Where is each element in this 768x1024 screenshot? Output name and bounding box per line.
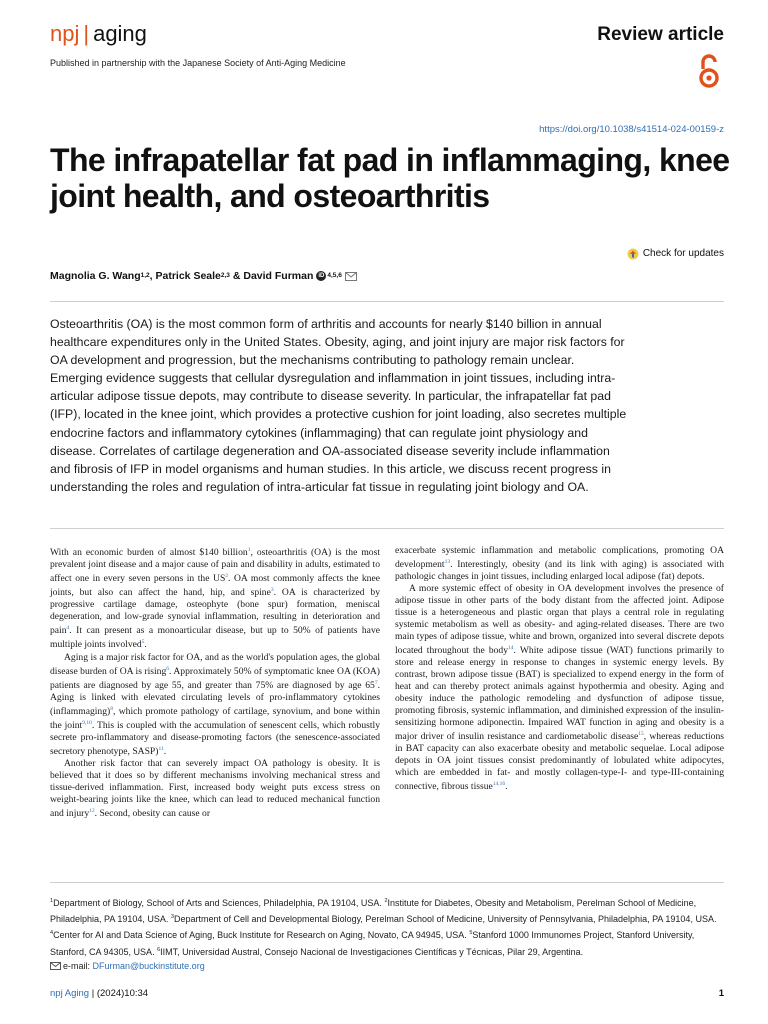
reference-sup[interactable]: 4 bbox=[66, 625, 70, 632]
paragraph bbox=[50, 758, 380, 820]
email-label: e-mail: bbox=[63, 960, 93, 971]
reference-sup[interactable]: 12 bbox=[89, 807, 95, 814]
open-access-icon bbox=[695, 53, 723, 89]
text-run: , whereas reductions in BAT capacity can also exacerbate obesity and metabolic sequelae. Local adipose depots in OA joint tissues consist predominantly of lobulated white adipocytes, which are embedded in fat- and mostly collagen-type-I- and type-III-containing connective, fibrous tissue bbox=[395, 730, 724, 792]
affiliations bbox=[50, 894, 730, 973]
text-run: Center for AI and Data Science of Aging, Buck Institute for Research on Aging, Novato, CA 94945, USA. bbox=[53, 930, 470, 941]
reference-sup[interactable]: 2 bbox=[225, 573, 229, 580]
orcid-icon[interactable]: iD bbox=[318, 273, 325, 279]
reference-sup[interactable]: 13 bbox=[444, 558, 451, 565]
text-run: exacerbate systemic inflammation and metabolic complications, promoting OA development bbox=[395, 545, 724, 571]
text-run: . Aging is linked with elevated circulating levels of pro-inflammatory cytokines (inflammaging) bbox=[50, 679, 380, 717]
abstract: Osteoarthritis (OA) is the most common form of arthritis and accounts for nearly $140 billion in annual healthcare expenditures only in the United States. Obesity, aging, and joint injury are major risk factors for OA development and progression, but the mechanisms contributing to pathology remain unclear. Emerging evidence suggests that cellular dysregulation and inflammation in joint tissues, including intra-articular adipose tissue depots, may contribute to disease severity. In particular, the infrapatellar fat pad (IFP), located in the knee joint, which provides a protective cushion for joint loading, also secretes multiple endocrine factors and inflammatory cytokines (inflammaging) that can regulate joint physiology and disease. Correlates of cartilage degeneration and OA-associated disease severity include inflammation and fibrosis of IFP in model organisms and human studies. In this article, we discuss recent progress in understanding the roles and regulation of intra-articular fat tissue in regulating joint biology and OA. bbox=[50, 317, 627, 494]
article-title: The infrapatellar fat pad in inflammaging, knee joint health, and osteoarthritis bbox=[50, 142, 730, 214]
reference-sup[interactable]: 2 bbox=[384, 898, 388, 904]
paragraph bbox=[395, 545, 724, 583]
reference-sup[interactable]: 7 bbox=[374, 679, 378, 686]
text-run: . bbox=[163, 746, 167, 758]
text-run: . OA is characterized by progressive cartilage damage, osteophyte (bone spur) formation, meniscal degeneration, and low-grade synovial inflammation, resulting in deterioration and pain bbox=[50, 587, 380, 637]
divider bbox=[50, 882, 724, 883]
footer-citation bbox=[50, 988, 148, 1000]
reference-sup[interactable]: 14,16 bbox=[492, 780, 506, 787]
text-run: . Second, obesity can cause or bbox=[94, 808, 211, 820]
text-run: . bbox=[505, 780, 508, 792]
author-separator: , bbox=[149, 270, 156, 282]
text-run: . bbox=[144, 639, 147, 651]
author-name[interactable]: Magnolia G. Wang bbox=[50, 270, 141, 282]
text-run: , osteoarthritis (OA) is the most prevalent joint disease and a major cause of pain and disability in adults, estimated to affect one in every seven persons in the US bbox=[50, 547, 381, 585]
doi-link[interactable]: https://doi.org/10.1038/s41514-024-00159-z bbox=[539, 124, 724, 135]
brand-separator: | bbox=[83, 21, 90, 46]
body-column-left bbox=[50, 545, 380, 820]
article-type: Review article bbox=[597, 24, 724, 45]
check-updates-icon bbox=[627, 248, 639, 260]
text-run: , which promote pathology of cartilage, synovium, and bone within the joint bbox=[50, 705, 380, 732]
reference-sup[interactable]: 6 bbox=[166, 665, 170, 672]
text-run: Institute for Diabetes, Obesity and Metabolism, Perelman School of Medicine, Philadelphia, PA 19104, USA. bbox=[50, 898, 697, 925]
brand-npj: npj bbox=[50, 21, 80, 46]
author-name[interactable]: David Furman bbox=[243, 270, 314, 282]
reference-sup[interactable]: 11 bbox=[158, 745, 164, 752]
reference-sup[interactable]: 5 bbox=[141, 639, 145, 646]
author-affil-sup: 1,2 bbox=[140, 272, 150, 279]
text-run: A more systemic effect of obesity in OA development involves the presence of adipose tissue in other parts of the body distant from the affected joint. Adipose tissue is a heterogeneous and plastic organ that plays a central role in regulating systemic metabolism as well as obesity- and aging-related diseases. There are two main types of adipose tissue, white and brown, organized into several discrete depots located throughout the body bbox=[395, 583, 724, 656]
author-list bbox=[50, 269, 357, 283]
author-name[interactable]: Patrick Seale bbox=[155, 270, 221, 282]
footer-separator: | bbox=[89, 988, 97, 999]
reference-sup[interactable]: 14 bbox=[508, 644, 514, 651]
paragraph bbox=[395, 583, 724, 793]
email-link[interactable]: DFurman@buckinstitute.org bbox=[92, 960, 205, 971]
reference-sup[interactable]: 4 bbox=[50, 930, 54, 937]
text-run: Another risk factor that can severely impact OA pathology is obesity. It is believed that it does so by different mechanisms involving mechanical stress and tissue-derived inflammation. First, increased body weight puts excess stress on weight-bearing joints like the knee, which can lead to reduced mechanical function and injury bbox=[50, 758, 380, 820]
reference-sup[interactable]: 3 bbox=[270, 587, 274, 594]
footer-journal[interactable]: npj Aging bbox=[50, 988, 90, 999]
text-run: . This is coupled with the accumulation of senescent cells, which robustly secrete pro-inflammatory and disease-promoting factors (the senescence-associated secretory phenotype, SASP) bbox=[50, 720, 380, 758]
text-run: Department of Biology, School of Arts and Sciences, Philadelphia, PA 19104, USA. bbox=[53, 898, 385, 908]
paragraph bbox=[50, 545, 380, 652]
text-run: IIMT, Universidad Austral, Consejo Nacional de Investigaciones Científicas y Técnicas, Pilar 29, Argentina. bbox=[160, 946, 584, 957]
journal-brand[interactable] bbox=[50, 20, 147, 48]
envelope-icon bbox=[50, 962, 61, 970]
text-run: . Interestingly, obesity (and its link with aging) is associated with pathologic changes in joint tissues, including enlarged local adipose (fat) depots. bbox=[395, 559, 724, 583]
page-number: 1 bbox=[718, 988, 724, 999]
reference-sup[interactable]: 3 bbox=[170, 914, 174, 921]
text-run: . White adipose tissue (WAT) functions primarily to store and release energy in response to changes in systemic energy levels. By contrast, brown adipose tissue (BAT) is specialized to expend energy in the form of heat and can thereby protect animals against hypothermia and obesity. Aging and obesity induce the pathologic remodeling and dysfunction of adipose tissue, promoting fibrosis, systemic inflammation, and diminished expression of the insulin-sensitizing hormone adiponectin. Impaired WAT function in aging and obesity is a major driver of insulin resistance and cardiometabolic disease bbox=[395, 645, 724, 742]
author-affil-sup: 4,5,6 bbox=[327, 272, 342, 279]
body-column-right bbox=[395, 545, 724, 793]
reference-sup[interactable]: 1 bbox=[50, 898, 54, 904]
brand-journal: aging bbox=[93, 21, 147, 46]
email-icon[interactable] bbox=[345, 272, 357, 281]
text-run: . OA most commonly affects the knee joints, but also can affect the hand, hip, and spine bbox=[50, 573, 380, 599]
check-updates-button[interactable] bbox=[627, 247, 724, 261]
text-run: Department of Cell and Developmental Biology, Perelman School of Medicine, University of Pennsylvania, Philadelphia, PA 19104, USA. bbox=[173, 914, 717, 925]
check-updates-label: Check for updates bbox=[642, 248, 724, 259]
reference-sup[interactable]: 15 bbox=[638, 730, 644, 737]
partnership-line: Published in partnership with the Japanese Society of Anti-Aging Medicine bbox=[50, 58, 346, 68]
reference-sup[interactable]: 1 bbox=[247, 547, 251, 553]
reference-sup[interactable]: 8 bbox=[110, 705, 113, 712]
divider bbox=[50, 301, 724, 302]
reference-sup[interactable]: 5 bbox=[469, 930, 473, 937]
text-run: . It can present as a monoarticular disease, but up to 50% of patients have multiple joints involved bbox=[50, 625, 380, 651]
affiliation-text bbox=[50, 898, 716, 957]
author-affil-sup: 2,3 bbox=[220, 272, 230, 279]
paragraph bbox=[50, 652, 380, 759]
text-run: Stanford 1000 Immunomes Project, Stanford University, Stanford, CA 94305, USA. bbox=[50, 930, 695, 957]
text-run: With an economic burden of almost $140 billion bbox=[50, 547, 248, 559]
author-separator: & bbox=[229, 270, 244, 282]
footer-volume: (2024)10:34 bbox=[96, 988, 149, 999]
text-run: . Approximately 50% of symptomatic knee OA (KOA) patients are diagnosed by age 55, and greater than 75% are diagnosed by age 65 bbox=[50, 665, 380, 691]
divider bbox=[50, 528, 724, 529]
text-run: Aging is a major risk factor for OA, and as the world's population ages, the global disease burden of OA is rising bbox=[50, 651, 380, 677]
reference-sup[interactable]: 9,10 bbox=[82, 719, 92, 726]
reference-sup[interactable]: 6 bbox=[157, 946, 161, 953]
